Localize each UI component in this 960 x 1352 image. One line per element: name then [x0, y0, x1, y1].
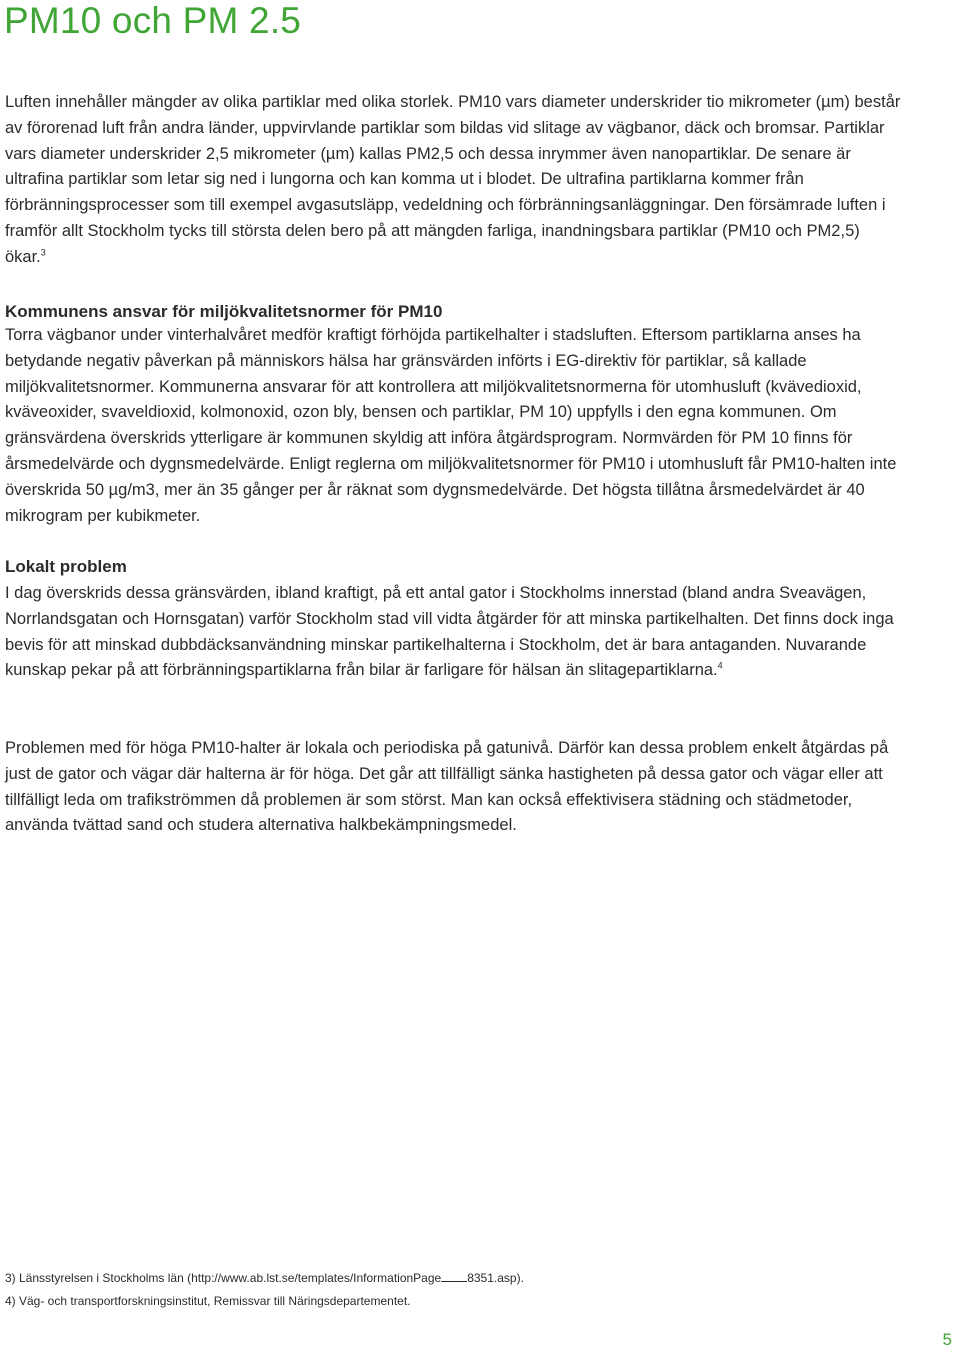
section-heading-kommunens-ansvar: Kommunens ansvar för miljökvalitetsnormer för PM10: [5, 302, 443, 321]
footnote-ref-3: 3: [40, 247, 46, 258]
section-heading-lokalt-problem: Lokalt problem: [5, 557, 127, 576]
footnote-3-underscore: [441, 1271, 467, 1282]
footnote-3: [5, 1270, 524, 1286]
section2-paragraph-2: Problemen med för höga PM10-halter är lokala och periodiska på gatunivå. Därför kan dessa problem enkelt åtgärdas på just de gator och vägar där halterna är för höga. Det går att tillfälligt sänka hastigheten på dessa gator och vägar eller att tillfälligt leda om trafikströmmen då problemen är som störst. Man kan också effektivisera städning och städmetoder, använda tvättad sand och studera alternativa halkbekämpningsmedel.: [5, 739, 889, 835]
section2-text: I dag överskrids dessa gränsvärden, ibland kraftigt, på ett antal gator i Stockholms innerstad (bland andra Sveavägen, Norrlandsgatan och Hornsgatan) varför Stockholm stad vill vidta åtgärder för att minska partikelhalten. Det finns dock inga bevis för att minskad dubbdäcksanvändning minskar partikelhalterna i Stockholm, det är bara antaganden. Nuvarande kunskap pekar på att förbränningspartiklarna från bilar är farligare för hälsan än slitagepartiklarna.: [5, 584, 894, 680]
footnote-ref-4: 4: [717, 660, 723, 671]
footnote-3-text: 3) Länsstyrelsen i Stockholms län (http://www.ab.lst.se/templates/InformationPage: [5, 1271, 442, 1285]
footnote-4: 4) Väg- och transportforskningsinstitut, Remissvar till Näringsdepartementet.: [5, 1294, 411, 1308]
footnote-3-text-end: 8351.asp).: [467, 1271, 524, 1285]
intro-text: Luften innehåller mängder av olika partiklar med olika storlek. PM10 vars diameter underskrider tio mikrometer (µm) består av förorenad luft från andra länder, uppvirvlande partiklar som bildas vid slitage av vägbanor, däck och bromsar. Partiklar vars diameter underskrider 2,5 mikrometer (µm) kallas PM2,5 och dessa inrymmer även nanopartiklar. De senare är ultrafina partiklar som letar sig ned i lungorna och kan komma ut i blodet. De ultrafina partiklarna kommer från förbränningsprocesser som till exempel avgasutsläpp, vedeldning och förbränningsanläggningar. Den försämrade luften i framför allt Stockholm tycks till största delen bero på att mängden farliga, inandningsbara partiklar (PM10 och PM2,5) ökar.: [5, 93, 901, 266]
intro-paragraph: [5, 90, 905, 271]
section1-paragraph: Torra vägbanor under vinterhalvåret medför kraftigt förhöjda partikelhalter i stadsluften. Eftersom partiklarna anses ha betydande negativ påverkan på människors hälsa har gränsvärden införts i EG-direktiv för partiklar, så kallade miljökvalitetsnormer. Kommunerna ansvarar för att kontrollera att miljökvalitetsnormerna för utomhusluft (kvävedioxid, kväveoxider, svaveldioxid, kolmonoxid, ozon bly, bensen och partiklar, PM 10) uppfylls i den egna kommunen. Om gränsvärdena överskrids ytterligare är kommunen skyldig att införa åtgärdsprogram. Normvärden för PM 10 finns för årsmedelvärde och dygnsmedelvärde. Enligt reglerna om miljökvalitetsnormer för PM10 i utomhusluft får PM10-halten inte överskrida 50 µg/m3, mer än 35 gånger per år räknat som dygnsmedelvärde. Det högsta tillåtna årsmedelvärdet är 40 mikrogram per kubikmeter.: [5, 326, 897, 525]
section2-paragraph: [5, 581, 905, 684]
page-number: 5: [942, 1330, 952, 1349]
page-title: PM10 och PM 2.5: [4, 0, 302, 41]
